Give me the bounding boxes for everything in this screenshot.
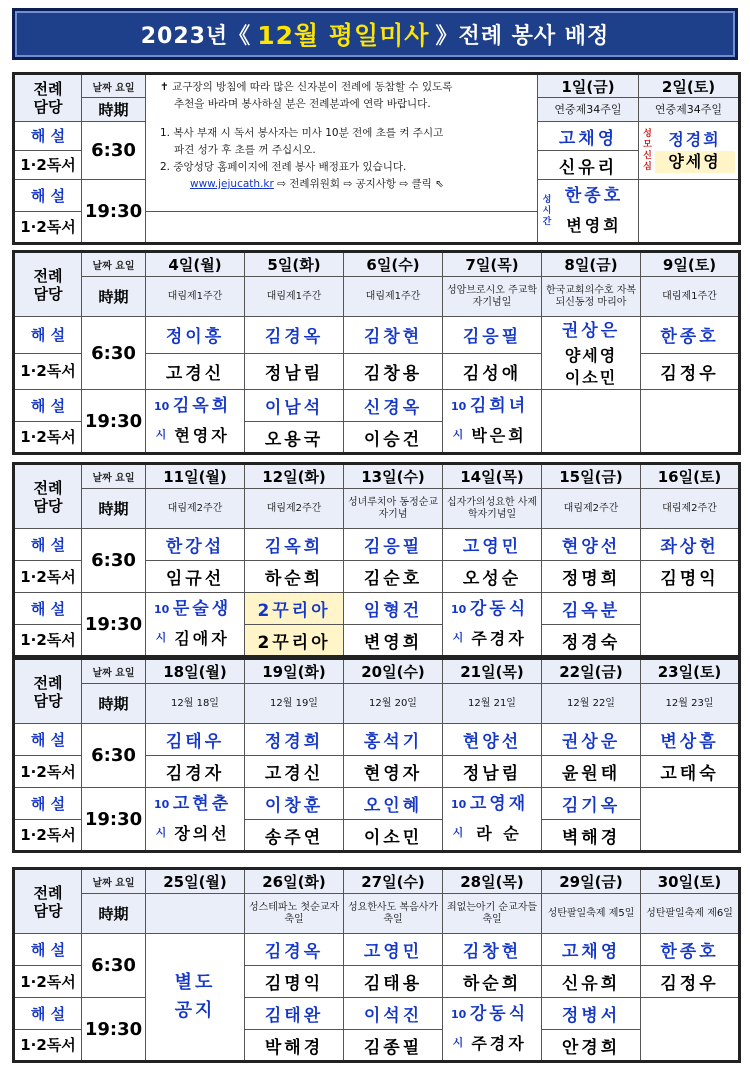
commentator-name: 고현춘 <box>172 794 232 814</box>
title-highlight: 12월 평일미사 <box>257 21 430 50</box>
reader-name: 신유리 <box>538 151 639 180</box>
period-label: 대림제1주간 <box>245 277 344 317</box>
time-pm: 19:30 <box>82 390 146 454</box>
commentator-name: 김경옥 <box>245 317 344 354</box>
reader-name: 현영자 <box>344 756 443 788</box>
commentator-name: 김응필 <box>443 317 542 354</box>
commentator-name: 김태완 <box>245 998 344 1030</box>
day-label: 19일(화) <box>245 659 344 684</box>
assignment-cell <box>146 788 245 852</box>
reader-name: 주경자 <box>471 629 527 648</box>
day-label: 14일(목) <box>443 464 542 489</box>
day-label: 22일(금) <box>542 659 641 684</box>
commentator-name: 김창현 <box>443 934 542 966</box>
period-label: 12월 19일 <box>245 684 344 724</box>
time-am: 6:30 <box>82 122 146 180</box>
period-label: 죄없는아기 순교자들축일 <box>443 894 542 934</box>
reader-name: 김정우 <box>641 966 740 998</box>
ten-oclock-label: 10 시 <box>451 798 467 839</box>
week4-table <box>12 657 741 853</box>
period-label: 대림제2주간 <box>245 489 344 529</box>
commentator-name: 김옥희 <box>245 529 344 561</box>
date-day-header: 날짜 요일 <box>82 869 146 894</box>
commentator-name: 좌상헌 <box>641 529 740 561</box>
time-am: 6:30 <box>82 529 146 593</box>
commentator-name: 김기옥 <box>542 788 641 820</box>
commentator-name: 문술생 <box>172 599 232 619</box>
commentator-name: 임형건 <box>344 593 443 625</box>
commentator-name: 한종호 <box>641 934 740 966</box>
commentator-name: 현양선 <box>443 724 542 756</box>
reader-name: 벽해경 <box>542 820 641 852</box>
seongmo-label: 성 모 신 심 <box>643 128 654 172</box>
period-header: 時期 <box>82 277 146 317</box>
empty-cell <box>641 593 740 657</box>
reader-name: 김명익 <box>245 966 344 998</box>
reader-name: 변영희 <box>566 216 622 235</box>
reader-label: 1·2독서 <box>14 151 82 180</box>
commentator-name: 2꾸리아 <box>245 593 344 625</box>
day-label: 30일(토) <box>641 869 740 894</box>
reader-name: 김경자 <box>146 756 245 788</box>
day-label: 2일(토) <box>639 74 740 98</box>
day-label: 20일(수) <box>344 659 443 684</box>
page-title <box>12 8 738 60</box>
commentator-name: 고영민 <box>344 934 443 966</box>
ten-oclock-label: 10 시 <box>451 1008 467 1049</box>
period-label: 한국교회의수호 자복되신동정 마리아 <box>542 277 641 317</box>
reader-name: 송주연 <box>245 820 344 852</box>
homepage-link[interactable]: www.jejucath.kr <box>190 178 274 190</box>
commentator-name: 정병서 <box>542 998 641 1030</box>
reader-name: 신유희 <box>542 966 641 998</box>
empty-cell <box>639 180 740 244</box>
period-label: 성탄팔일축제 제5일 <box>542 894 641 934</box>
commentary-label: 해 설 <box>14 724 82 756</box>
period-label: 12월 22일 <box>542 684 641 724</box>
period-label: 성탄팔일축제 제6일 <box>641 894 740 934</box>
commentator-name: 김옥분 <box>542 593 641 625</box>
seongsigan-label: 성 시 간 <box>542 194 554 227</box>
reader-name: 김명익 <box>641 561 740 593</box>
reader-name: 하순희 <box>443 966 542 998</box>
day-label: 27일(수) <box>344 869 443 894</box>
commentary-label: 해 설 <box>14 122 82 151</box>
day-label: 29일(금) <box>542 869 641 894</box>
date-day-header: 날짜 요일 <box>82 74 146 98</box>
week3-table <box>12 462 741 658</box>
day-label: 11일(월) <box>146 464 245 489</box>
ten-oclock-label: 10 시 <box>451 603 467 644</box>
commentator-name: 이창훈 <box>245 788 344 820</box>
commentator-name: 김응필 <box>344 529 443 561</box>
commentator-name: 한종호 <box>564 186 624 206</box>
separate-notice: 별도 공지 <box>146 934 245 1062</box>
reader-label: 1·2독서 <box>14 966 82 998</box>
commentator-name: 강동식 <box>469 1004 529 1024</box>
period-label: 12월 20일 <box>344 684 443 724</box>
ten-oclock-label: 10 시 <box>451 400 467 441</box>
notice-line-4: 파견 성가 후 초를 꺼 주십시오. <box>174 144 316 156</box>
notice-path: ⇨ 전례위원회 ⇨ 공지사항 ⇨ 클릭 ⇖ <box>277 178 444 190</box>
commentator-name: 정경희 <box>668 129 721 149</box>
commentator-name: 김옥희 <box>172 396 232 416</box>
notice-line-3: 1. 복사 부재 시 독서 봉사자는 미사 10분 전에 초를 켜 주시고 <box>160 127 444 139</box>
commentator-name: 김희녀 <box>469 396 529 416</box>
reader-name: 오용국 <box>245 422 344 454</box>
time-am: 6:30 <box>82 724 146 788</box>
reader-name: 고태숙 <box>641 756 740 788</box>
day-label: 21일(목) <box>443 659 542 684</box>
day-label: 12일(화) <box>245 464 344 489</box>
duty-header: 전례 담당 <box>14 464 82 529</box>
period-label: 12월 21일 <box>443 684 542 724</box>
period-label: 대림제2주간 <box>641 489 740 529</box>
reader-name: 양세영 <box>655 151 735 173</box>
day-label: 15일(금) <box>542 464 641 489</box>
reader-name: 김태용 <box>344 966 443 998</box>
reader-name: 하순희 <box>245 561 344 593</box>
day-label: 4일(월) <box>146 252 245 277</box>
commentator-name: 김태우 <box>146 724 245 756</box>
commentary-label: 해 설 <box>14 180 82 212</box>
reader-name: 정남림 <box>443 756 542 788</box>
day-label: 26일(화) <box>245 869 344 894</box>
ten-oclock-label: 10 시 <box>154 603 170 644</box>
reader-name: 주경자 <box>471 1034 527 1053</box>
commentator-name: 현양선 <box>542 529 641 561</box>
period-label: 십자가의성요한 사제학자기념일 <box>443 489 542 529</box>
day-label: 1일(금) <box>538 74 639 98</box>
period-label: 연중제34주일 <box>639 98 740 122</box>
commentator-name: 권상운 <box>542 724 641 756</box>
commentator-name: 고영민 <box>443 529 542 561</box>
seongsigan-cell <box>538 180 639 244</box>
reader-name: 정경숙 <box>542 625 641 657</box>
reader-name: 김종필 <box>344 1030 443 1062</box>
commentary-label: 해 설 <box>14 998 82 1030</box>
reader-name: 박은희 <box>471 426 527 445</box>
reader-label: 1·2독서 <box>14 820 82 852</box>
commentary-label: 해 설 <box>14 317 82 354</box>
commentator-name: 고채영 <box>538 122 639 151</box>
reader-label: 1·2독서 <box>14 353 82 390</box>
ten-oclock-label: 10 시 <box>154 400 170 441</box>
commentator-name: 홍석기 <box>344 724 443 756</box>
period-label: 대림제1주간 <box>641 277 740 317</box>
day-label: 7일(목) <box>443 252 542 277</box>
period-label: 대림제1주간 <box>344 277 443 317</box>
notice-line-5: 2. 중앙성당 홈페이지에 전례 봉사 배정표가 있습니다. <box>160 161 407 173</box>
time-am: 6:30 <box>82 934 146 998</box>
commentary-label: 해 설 <box>14 934 82 966</box>
day-label: 6일(수) <box>344 252 443 277</box>
reader-name: 고경신 <box>146 353 245 390</box>
period-header: 時期 <box>82 489 146 529</box>
seongmo-cell <box>639 122 740 180</box>
commentator-name: 한종호 <box>641 317 740 354</box>
commentator-name: 김경옥 <box>245 934 344 966</box>
day-label: 25일(월) <box>146 869 245 894</box>
day-label: 23일(토) <box>641 659 740 684</box>
week2-table <box>12 250 741 455</box>
week-1-table <box>12 72 741 245</box>
assignment-cell <box>443 593 542 657</box>
commentator-name: 정경희 <box>245 724 344 756</box>
reader-name: 이승건 <box>344 422 443 454</box>
reader-name: 윤원태 <box>542 756 641 788</box>
empty-cell <box>641 998 740 1062</box>
duty-header: 전례 담당 <box>14 659 82 724</box>
reader-label: 1·2독서 <box>14 625 82 657</box>
commentary-label: 해 설 <box>14 593 82 625</box>
time-am: 6:30 <box>82 317 146 390</box>
reader-name: 김성애 <box>443 353 542 390</box>
reader-name: 이소민 <box>344 820 443 852</box>
period-label: 성스테파노 첫순교자 축일 <box>245 894 344 934</box>
reader-name: 현영자 <box>174 426 230 445</box>
period-label: 대림제2주간 <box>542 489 641 529</box>
commentator-name: 오인혜 <box>344 788 443 820</box>
period-label: 12월 18일 <box>146 684 245 724</box>
assignment-cell <box>443 998 542 1062</box>
period-label: 연중제34주일 <box>538 98 639 122</box>
reader-name: 변영희 <box>344 625 443 657</box>
day-label: 8일(금) <box>542 252 641 277</box>
day-label: 5일(화) <box>245 252 344 277</box>
reader-label: 1·2독서 <box>14 422 82 454</box>
assignment-cell <box>443 788 542 852</box>
date-day-header: 날짜 요일 <box>82 252 146 277</box>
commentator-name: 김창현 <box>344 317 443 354</box>
period-label: 성암브로시오 주교학자기념일 <box>443 277 542 317</box>
reader-label: 1·2독서 <box>14 561 82 593</box>
empty-cell <box>641 390 740 454</box>
notice-line-2: 추천을 바라며 봉사하실 분은 전례분과에 연락 바랍니다. <box>174 98 431 110</box>
commentary-label: 해 설 <box>14 529 82 561</box>
assignment-cell <box>146 390 245 454</box>
reader-name: 오성순 <box>443 561 542 593</box>
commentator-name: 신경옥 <box>344 390 443 422</box>
empty-cell <box>542 390 641 454</box>
notice-box <box>146 74 538 212</box>
time-pm: 19:30 <box>82 998 146 1062</box>
reader-name: 라 순 <box>476 824 522 843</box>
period-label: 대림제2주간 <box>146 489 245 529</box>
period-header: 時期 <box>82 684 146 724</box>
reader-label: 1·2독서 <box>14 212 82 244</box>
assignment-cell: 권상은 양세영 이소민 <box>542 317 641 390</box>
ten-oclock-label: 10 시 <box>154 798 170 839</box>
duty-header: 전례 담당 <box>14 252 82 317</box>
reader-label: 1·2독서 <box>14 1030 82 1062</box>
day-label: 28일(목) <box>443 869 542 894</box>
day-label: 9일(토) <box>641 252 740 277</box>
time-pm: 19:30 <box>82 788 146 852</box>
reader-name: 김순호 <box>344 561 443 593</box>
duty-header: 전례 담당 <box>14 74 82 122</box>
date-day-header: 날짜 요일 <box>82 464 146 489</box>
reader-name: 2꾸리아 <box>245 625 344 657</box>
period-label: 성요한사도 복음사가축일 <box>344 894 443 934</box>
commentator-name: 고채영 <box>542 934 641 966</box>
reader-name: 임규선 <box>146 561 245 593</box>
date-day-header: 날짜 요일 <box>82 659 146 684</box>
commentary-label: 해 설 <box>14 390 82 422</box>
commentator-name: 정이흥 <box>146 317 245 354</box>
commentator-name: 변상흠 <box>641 724 740 756</box>
commentator-name: 이남석 <box>245 390 344 422</box>
day-label: 16일(토) <box>641 464 740 489</box>
commentator-name: 한강섭 <box>146 529 245 561</box>
reader-name: 장의선 <box>174 824 230 843</box>
period-header: 時期 <box>82 894 146 934</box>
day-label: 18일(월) <box>146 659 245 684</box>
commentator-name: 이석진 <box>344 998 443 1030</box>
time-pm: 19:30 <box>82 180 146 244</box>
reader-name: 김정우 <box>641 353 740 390</box>
day-label: 13일(수) <box>344 464 443 489</box>
period-label <box>146 894 245 934</box>
commentary-label: 해 설 <box>14 788 82 820</box>
period-label: 12월 23일 <box>641 684 740 724</box>
notice-line-1: ✝ 교구장의 방침에 따라 많은 신자분이 전례에 동참할 수 있도록 <box>160 81 453 93</box>
reader-name: 안경희 <box>542 1030 641 1062</box>
assignment-cell <box>146 593 245 657</box>
period-label: 성녀루치아 동정순교자기념 <box>344 489 443 529</box>
reader-name: 정명희 <box>542 561 641 593</box>
duty-header: 전례 담당 <box>14 869 82 934</box>
period-label: 대림제1주간 <box>146 277 245 317</box>
commentator-name: 강동식 <box>469 599 529 619</box>
title-suffix: 》전례 봉사 배정 <box>435 23 610 49</box>
reader-label: 1·2독서 <box>14 756 82 788</box>
reader-name: 정남림 <box>245 353 344 390</box>
empty-cell <box>641 788 740 852</box>
assignment-cell <box>443 390 542 454</box>
reader-name: 고경신 <box>245 756 344 788</box>
commentator-name: 고영재 <box>469 794 529 814</box>
title-prefix: 2023년《 <box>140 23 252 49</box>
reader-name: 김애자 <box>174 629 230 648</box>
reader-name: 박해경 <box>245 1030 344 1062</box>
period-header: 時期 <box>82 98 146 122</box>
time-pm: 19:30 <box>82 593 146 657</box>
week5-table <box>12 867 741 1063</box>
reader-name: 김창용 <box>344 353 443 390</box>
